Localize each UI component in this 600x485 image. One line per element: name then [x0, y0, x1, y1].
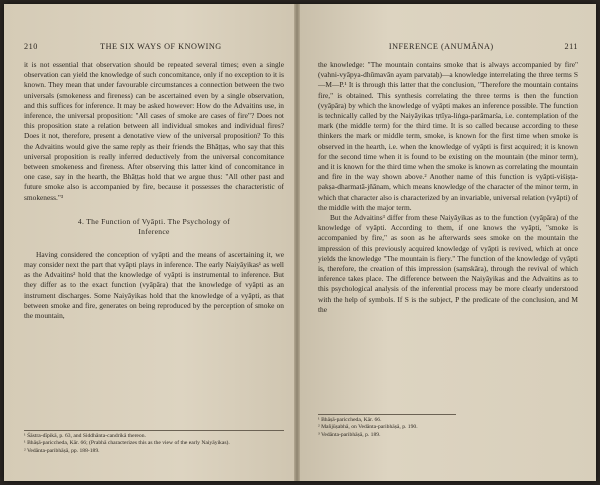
book-gutter: [294, 4, 300, 481]
left-running-head: [24, 42, 284, 51]
left-footnote-2: ¹ Bhāṣā-pariccheda, Kār. 66; (Prabhā characterizes this as the view of the early Naiyāyikas).: [24, 440, 230, 447]
right-footnote-3: ³ Vedānta-paribhāṣā, p. 189.: [318, 431, 381, 438]
section-heading: [24, 217, 284, 238]
right-footnote-2: ² Mañjūṣabhā, on Vedānta-paribhāṣā, p. 190.: [318, 424, 418, 431]
left-page-body: [24, 60, 284, 321]
left-paragraph-1: it is not essential that observation should be repeated several times; even a single observation can yield the knowledge of such concomitance, only if no exception to it is known. They mean that under favourable circumstances a connection between the two universals (smokeness and fireness) can be ascertained even by a single observation, and this suffices for inference. It may be asked however: How do the Advaitins use, in inference, the universal proposition: "All cases of smoke are cases of fire"? Does not this proposition state a relation between all individual smokes and individual fires? Does it not, therefore, present a denotative view of the universal proposition? To this the Advaitins would give the same reply as their friends the Bhāṭṭas, who say that this universal proposition is really inferred deductively from the universal concomitance between smokeness and fireness. After observing this latter kind of concomitance in one case, say in the hearth, the Bhāṭṭas hold that we argue thus: "All other past and future smoke also is accompanied by fire, because it possesses the characteristic of smokeness."³: [24, 60, 284, 202]
right-page: [300, 4, 596, 481]
left-footnote-3: ² Vedānta-paribhāṣā, pp. 188-189.: [24, 447, 100, 454]
left-paragraph-2: Having considered the conception of vyāpti and the means of ascertaining it, we may consider next the part that vyāpti plays in inference. The early Naiyāyikas¹ as well as the Advaitins² hold that the knowledge of vyāpti is instrumental to inference. But they differ as to the exact function (vyāpāra) that the knowledge of vyāpti as an instrument discharges. Some Naiyāyikas hold that the knowledge of a vyāpti, as that between smoke and fire, generates on being reproduced by the perception of smoke on the mountain,: [24, 249, 284, 321]
right-paragraph-2: But the Advaitins³ differ from these Naiyāyikas as to the function (vyāpāra) of the knowledge of vyāpti. According to them, if one knows the vyāpti, "smoke is accompanied by fire," as soon as he afterwards sees smoke on the mountain the impression of this previously acquired knowledge of vyāpti is revived, which at once yields the knowledge "The mountain is fiery." The function of the knowledge of vyāpti is, therefore, the creation of this impression (saṃskāra), through the revival of which inference takes place. The difference between the Naiyāyikas and the Advaitins as to this psychological analysis of the inferential process may be more clearly understood with the help of symbols. If S is the subject, P the predicate of the conclusion, and M the: [318, 213, 578, 314]
section-heading-line-2: Inference: [138, 227, 170, 237]
right-running-title: INFERENCE (ANUMĀNA): [388, 42, 494, 51]
book-spread: [4, 4, 596, 481]
right-page-number: 211: [564, 42, 578, 51]
left-page: [4, 4, 300, 481]
right-footnotes: [318, 414, 456, 439]
left-running-title: THE SIX WAYS OF KNOWING: [100, 42, 222, 51]
section-heading-line-1: 4. The Function of Vyāpti. The Psychology of: [77, 216, 231, 226]
right-page-body: [318, 60, 578, 315]
right-paragraph-1: the knowledge: "The mountain contains smoke that is always accompanied by fire" (vahni-vyāpya-dhūmavān ayam parvataḥ)—a knowledge interrelating the three terms S—M—P.¹ It is through this latter that the conclusion, "Therefore the mountain contains fire," is obtained. This synthesis correlating the three terms is then the function (vyāpāra) by which the knowledge of vyāpti makes an inference possible. The function is technically called by the Naiyāyikas tṛtīya-liṅga-parāmarśa, i.e. contemplation of the mark (the middle term) for the third time. It is so called because according to these thinkers the mark or middle term, smoke, is known for the first time when smoke is observed in the hearth, i.e. when the knowledge of vyāpti is first acquired; it is known for the second time when it is found to be existing on the mountain (the minor term), and it is known for the third time when the smoke is known as correlating the mountain and fire in the way shown above.² Another name of this function is vyāpti-viśiṣṭa-pakṣa-dharmatā-jñānam, which means knowledge of the character of the minor term, in which that character also is characterized by an invariable, universal relation (vyāpti) of the middle with the major term.: [318, 60, 578, 212]
right-running-head: [318, 42, 578, 51]
left-footnote-1: ¹ Śāstra-dīpikā, p. 63, and Siddhānta-candrikā thereon.: [24, 433, 146, 439]
left-footnotes: [24, 430, 284, 455]
left-page-number: 210: [24, 42, 38, 51]
right-footnote-1: ¹ Bhāṣā-pariccheda, Kār. 66.: [318, 417, 382, 423]
